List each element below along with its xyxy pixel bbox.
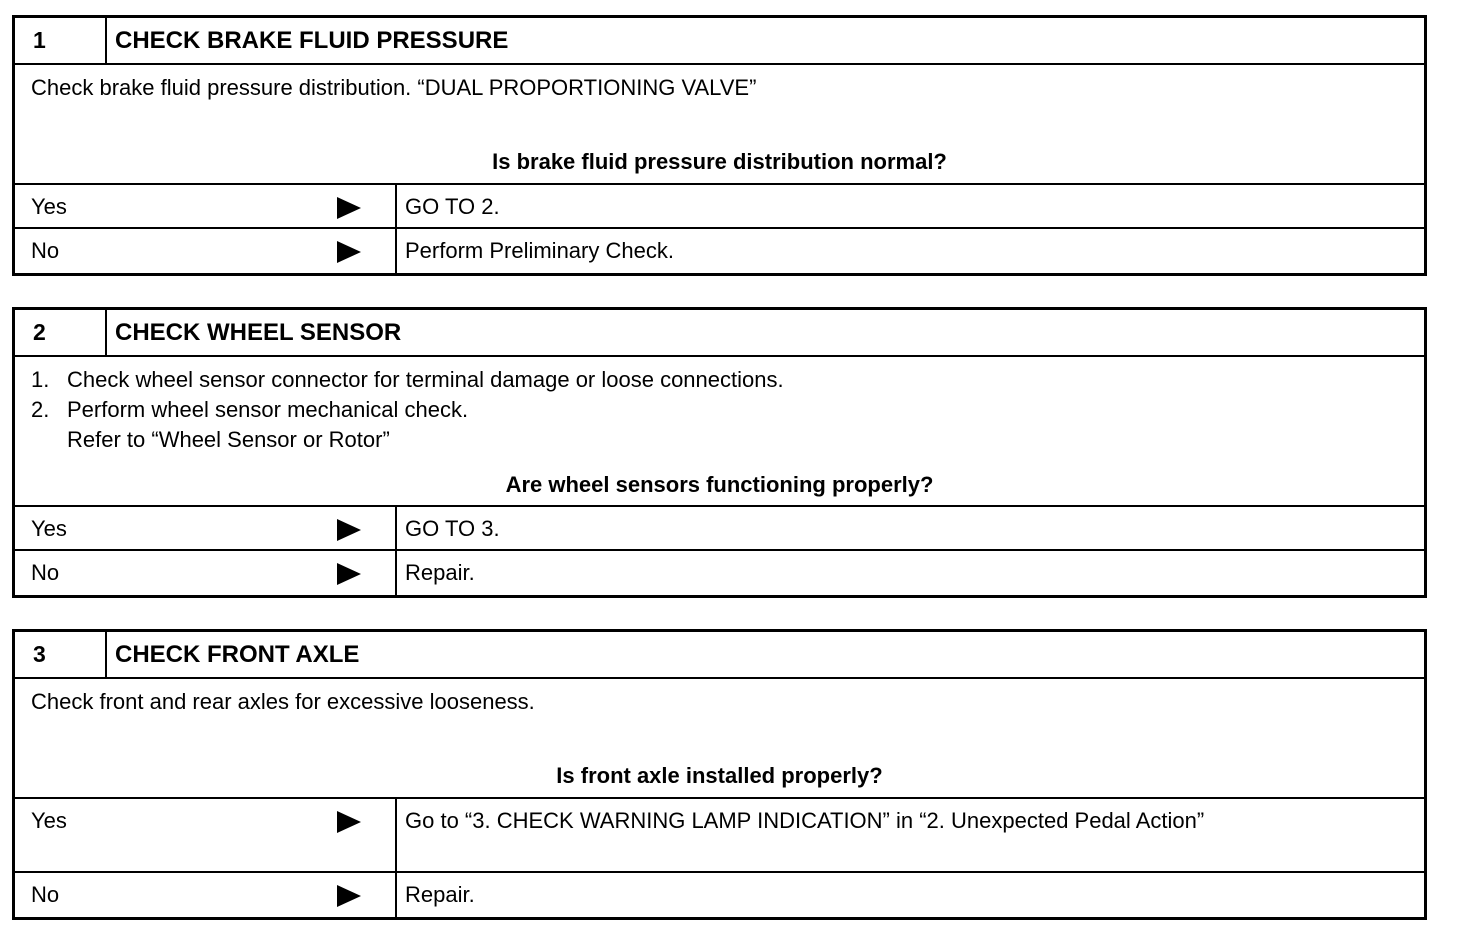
item-text: Perform wheel sensor mechanical check. bbox=[67, 397, 469, 422]
answer-no-label bbox=[15, 229, 397, 273]
right-arrow-icon bbox=[337, 885, 361, 907]
answer-no-row bbox=[15, 873, 1424, 917]
step-header bbox=[15, 310, 1424, 357]
step-2-table bbox=[12, 307, 1427, 598]
answer-no-label bbox=[15, 551, 397, 595]
instruction-text: Check front and rear axles for excessive looseness. bbox=[31, 689, 535, 714]
no-label: No bbox=[31, 238, 60, 263]
yes-label: Yes bbox=[31, 516, 67, 541]
right-arrow-icon bbox=[337, 519, 361, 541]
right-arrow-icon bbox=[337, 811, 361, 833]
step-header bbox=[15, 632, 1424, 679]
step-body bbox=[15, 357, 1424, 507]
yes-label: Yes bbox=[31, 194, 67, 219]
yes-action: GO TO 2. bbox=[405, 194, 500, 219]
step-body bbox=[15, 679, 1424, 799]
yes-action: Go to “3. CHECK WARNING LAMP INDICATION” in “2. Unexpected Pedal Action” bbox=[405, 808, 1205, 833]
item-number bbox=[31, 427, 67, 453]
step-header bbox=[15, 18, 1424, 65]
step-title: CHECK WHEEL SENSOR bbox=[115, 318, 402, 346]
step-1-table bbox=[12, 15, 1427, 276]
no-label: No bbox=[31, 560, 60, 585]
step-instructions bbox=[15, 679, 1424, 797]
answer-yes-row bbox=[15, 185, 1424, 229]
item-text: Refer to “Wheel Sensor or Rotor” bbox=[67, 427, 390, 452]
step-number: 3 bbox=[15, 632, 107, 677]
right-arrow-icon bbox=[337, 563, 361, 585]
instruction-item bbox=[31, 367, 784, 393]
step-title: CHECK FRONT AXLE bbox=[115, 640, 360, 668]
item-number: 2. bbox=[31, 397, 50, 422]
item-text: Check wheel sensor connector for terminal damage or loose connections. bbox=[67, 367, 784, 392]
step-instructions bbox=[15, 357, 1424, 505]
yes-action: GO TO 3. bbox=[405, 516, 500, 541]
instruction-item bbox=[31, 397, 468, 423]
step-title: CHECK BRAKE FLUID PRESSURE bbox=[115, 26, 509, 54]
step-instructions bbox=[15, 65, 1424, 183]
item-number: 1. bbox=[31, 367, 50, 392]
step-body bbox=[15, 65, 1424, 185]
answer-no-label bbox=[15, 873, 397, 917]
step-number: 2 bbox=[15, 310, 107, 355]
answer-yes-label bbox=[15, 799, 397, 871]
instruction-text: Check brake fluid pressure distribution. “DUAL PROPORTIONING VALVE” bbox=[31, 75, 757, 100]
right-arrow-icon bbox=[337, 197, 361, 219]
no-action: Perform Preliminary Check. bbox=[405, 238, 674, 263]
step-number: 1 bbox=[15, 18, 107, 63]
answer-no-row bbox=[15, 551, 1424, 595]
answer-yes-row bbox=[15, 507, 1424, 551]
answer-no-row bbox=[15, 229, 1424, 273]
no-action: Repair. bbox=[405, 560, 475, 585]
no-label: No bbox=[31, 882, 60, 907]
answer-yes-label bbox=[15, 185, 397, 227]
no-action: Repair. bbox=[405, 882, 475, 907]
answer-yes-label bbox=[15, 507, 397, 549]
right-arrow-icon bbox=[337, 241, 361, 263]
step-question: Are wheel sensors functioning properly? bbox=[505, 472, 934, 497]
step-3-table bbox=[12, 629, 1427, 920]
step-question: Is brake fluid pressure distribution normal? bbox=[492, 149, 947, 174]
step-question: Is front axle installed properly? bbox=[556, 763, 883, 788]
instruction-item bbox=[31, 427, 390, 453]
yes-label: Yes bbox=[31, 808, 67, 833]
answer-yes-row bbox=[15, 799, 1424, 873]
